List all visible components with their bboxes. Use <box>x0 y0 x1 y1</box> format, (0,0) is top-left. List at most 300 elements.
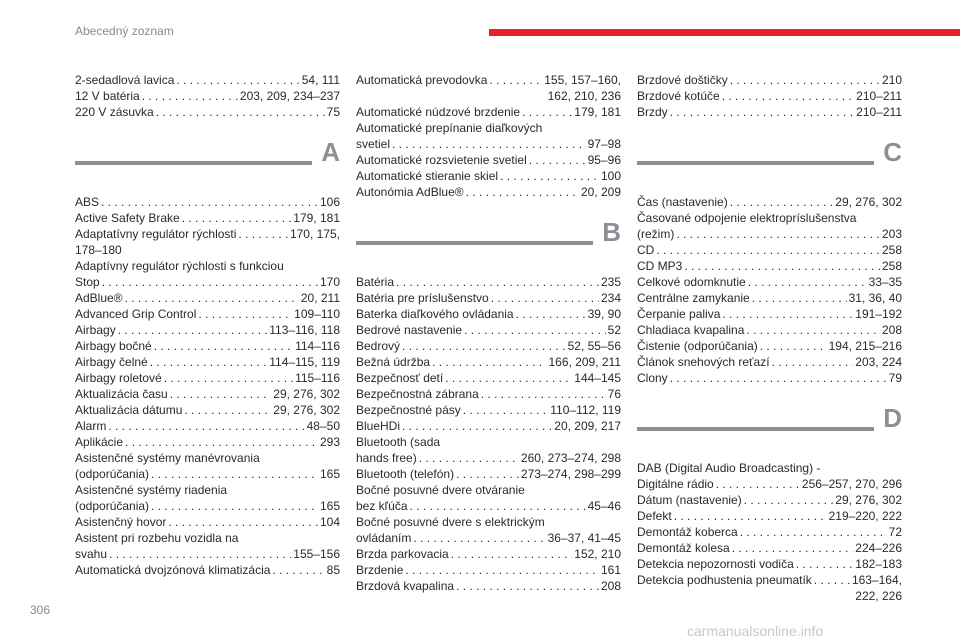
entry-label: Digitálne rádio <box>637 477 714 491</box>
index-entry <box>356 578 621 594</box>
section-divider <box>637 161 874 165</box>
watermark-text: carmanualsonline.info <box>687 623 824 639</box>
entry-label: Aplikácie <box>75 435 124 449</box>
entry-pages: 110–112, 119 <box>550 403 621 417</box>
entry-pages: 256–257, 270, 296 <box>801 477 902 491</box>
dot-leader <box>392 136 586 152</box>
dot-leader <box>402 418 552 434</box>
entry-pages: 224–226 <box>855 541 902 555</box>
dot-leader <box>491 290 599 306</box>
dot-leader <box>516 306 586 322</box>
index-entry <box>356 168 621 184</box>
index-entry <box>637 72 902 88</box>
entry-pages: 260, 273–274, 298 <box>520 451 621 465</box>
entry-label: Demontáž kolesa <box>637 541 730 555</box>
entry-label: Čas (nastavenie) <box>637 195 728 209</box>
entry-label: Centrálne zamykanie <box>637 291 750 305</box>
entry-label: Brzdové kotúče <box>637 89 720 103</box>
entry-label: ovládaním <box>356 531 412 545</box>
entry-pages: 203 <box>881 227 902 241</box>
dot-leader <box>796 556 854 572</box>
entry-pages: 161 <box>600 563 621 577</box>
index-entry <box>356 370 621 386</box>
dot-leader <box>109 546 291 562</box>
entry-label: Čistenie (odporúčania) <box>637 339 758 353</box>
entry-text-line: Bluetooth (sada <box>356 435 441 449</box>
index-entry <box>75 72 340 88</box>
section-letter: D <box>883 403 902 433</box>
entry-pages: 155–156 <box>293 547 340 561</box>
entry-label: Airbagy roletové <box>75 371 162 385</box>
entry-pages: 75 <box>326 105 340 119</box>
entry-label: Airbagy bočné <box>75 339 152 353</box>
dot-leader <box>722 306 853 322</box>
dot-leader <box>730 72 880 88</box>
index-entry <box>356 152 621 168</box>
entry-label: Clony <box>637 371 668 385</box>
entry-label: Aktualizácia času <box>75 387 168 401</box>
entry-label: Asistenčný hovor <box>75 515 167 529</box>
index-entry <box>356 354 621 370</box>
entry-pages: 45–46 <box>587 499 621 513</box>
d-entries <box>637 460 902 604</box>
entry-pages: 29, 276, 302 <box>273 403 340 417</box>
entry-pages: 163–164, <box>851 573 902 587</box>
index-entry <box>637 104 902 120</box>
index-entry <box>356 322 621 338</box>
entry-label: Airbagy <box>75 323 116 337</box>
dot-leader <box>464 322 606 338</box>
intro-entries <box>75 72 340 120</box>
index-entry <box>637 290 902 306</box>
entry-label: Batéria pre príslušenstvo <box>356 291 489 305</box>
index-entry <box>75 466 340 482</box>
entry-text-line: Asistent pri rozbehu vozidla na <box>75 531 239 545</box>
entry-pages: 36–37, 41–45 <box>547 531 621 545</box>
dot-leader <box>670 104 854 120</box>
index-entry <box>356 338 621 354</box>
dot-leader <box>670 370 887 386</box>
index-entry <box>637 572 902 588</box>
dot-leader <box>413 530 545 546</box>
entry-label: hands free) <box>356 451 417 465</box>
index-entry <box>356 274 621 290</box>
entry-pages: 104 <box>319 515 340 529</box>
index-entry <box>75 354 340 370</box>
entry-pages: 166, 209, 211 <box>548 355 621 369</box>
entry-pages: 258 <box>881 259 902 273</box>
index-entry <box>75 194 340 210</box>
index-entry <box>637 88 902 104</box>
dot-leader <box>684 258 880 274</box>
entry-label: Dátum (nastavenie) <box>637 493 742 507</box>
entry-label: Brzdová kvapalina <box>356 579 455 593</box>
index-entry <box>356 184 621 200</box>
index-entry <box>356 450 621 466</box>
dot-leader <box>814 572 850 588</box>
dot-leader <box>466 184 579 200</box>
entry-label: (odporúčania) <box>75 499 150 513</box>
index-entry <box>356 498 621 514</box>
dot-leader <box>151 498 318 514</box>
entry-pages: 29, 276, 302 <box>835 493 902 507</box>
dot-leader <box>101 194 318 210</box>
entry-pages-continuation: 162, 210, 236 <box>547 89 621 103</box>
entry-label: CD <box>637 243 655 257</box>
entry-pages: 165 <box>319 499 340 513</box>
entry-pages: 179, 181 <box>293 211 340 225</box>
entry-pages: 33–35 <box>868 275 902 289</box>
entry-pages: 203, 209, 234–237 <box>239 89 340 103</box>
page-number: 306 <box>30 603 51 617</box>
entry-pages: 208 <box>600 579 621 593</box>
dot-leader <box>456 578 599 594</box>
dot-leader <box>676 226 880 242</box>
entry-pages: 76 <box>607 387 621 401</box>
entry-pages: 20, 209, 217 <box>554 419 621 433</box>
entry-label: Stop <box>75 275 100 289</box>
dot-leader <box>456 466 519 482</box>
entry-label: AdBlue® <box>75 291 123 305</box>
dot-leader <box>154 338 293 354</box>
entry-label: 12 V batéria <box>75 89 140 103</box>
dot-leader <box>716 476 800 492</box>
entry-label: ABS <box>75 195 100 209</box>
entry-text-line: Asistenčné systémy manévrovania <box>75 451 260 465</box>
dot-leader <box>150 354 268 370</box>
entry-label: CD MP3 <box>637 259 683 273</box>
entry-text-line: Bočné posuvné dvere otváranie <box>356 483 525 497</box>
index-entry <box>637 226 902 242</box>
index-entry <box>75 370 340 386</box>
index-entry <box>637 540 902 556</box>
entry-text-line: Automatické prepínanie diaľkových <box>356 121 543 135</box>
section-header-b <box>356 217 621 268</box>
index-entry <box>75 104 340 120</box>
entry-pages: 20, 209 <box>580 185 621 199</box>
index-entry <box>637 338 902 354</box>
entry-label: Bedrový <box>356 339 401 353</box>
a-entries <box>75 194 340 578</box>
entry-text-line: Asistenčné systémy riadenia <box>75 483 228 497</box>
dot-leader <box>740 524 887 540</box>
entry-text-line: Časované odpojenie elektropríslušenstva <box>637 211 857 225</box>
entry-label: Defekt <box>637 509 672 523</box>
entry-text-line: 178–180 <box>75 243 122 257</box>
index-entry <box>75 386 340 402</box>
entry-pages: 48–50 <box>306 419 340 433</box>
dot-leader <box>656 242 880 258</box>
entry-label: Bezpečnostná zábrana <box>356 387 479 401</box>
dot-leader <box>142 88 238 104</box>
entry-pages: 273–274, 298–299 <box>520 467 621 481</box>
entry-label: Bluetooth (telefón) <box>356 467 455 481</box>
dot-leader <box>405 562 599 578</box>
dot-leader <box>238 226 288 242</box>
index-entry <box>356 136 621 152</box>
index-entry <box>75 338 340 354</box>
entry-text-line: Bočné posuvné dvere s elektrickým <box>356 515 545 529</box>
index-entry <box>75 226 340 242</box>
page-header-title: Abecedný zoznam <box>75 24 174 38</box>
dot-leader <box>522 104 572 120</box>
dot-leader <box>184 402 271 418</box>
entry-label: Bezpečnostné pásy <box>356 403 461 417</box>
index-entry <box>356 402 621 418</box>
dot-leader <box>451 546 573 562</box>
dot-leader <box>674 508 827 524</box>
index-entry <box>356 530 621 546</box>
index-entry <box>637 322 902 338</box>
index-entry <box>356 546 621 562</box>
entry-label: Bezpečnosť detí <box>356 371 444 385</box>
index-entry <box>75 514 340 530</box>
index-entry <box>75 546 340 562</box>
index-entry <box>637 306 902 322</box>
entry-label: Bežná údržba <box>356 355 431 369</box>
dot-leader <box>489 72 542 88</box>
entry-pages: 106 <box>319 195 340 209</box>
entry-label: Batéria <box>356 275 395 289</box>
entry-label: Aktualizácia dátumu <box>75 403 183 417</box>
entry-pages: 170 <box>319 275 340 289</box>
entry-pages: 258 <box>881 243 902 257</box>
index-entry <box>637 242 902 258</box>
dot-leader <box>500 168 599 184</box>
dot-leader <box>722 88 854 104</box>
entry-label: (odporúčania) <box>75 467 150 481</box>
entry-pages: 52, 55–56 <box>567 339 621 353</box>
entry-pages: 114–115, 119 <box>269 355 340 369</box>
entry-label: Brzdové doštičky <box>637 73 728 87</box>
dot-leader <box>746 322 880 338</box>
entry-label: Autonómia AdBlue® <box>356 185 464 199</box>
index-entry <box>356 466 621 482</box>
entry-label: svetiel <box>356 137 391 151</box>
index-entry <box>356 290 621 306</box>
index-entry <box>75 322 340 338</box>
index-entry <box>637 354 902 370</box>
dot-leader <box>125 434 318 450</box>
entry-pages: 194, 215–216 <box>828 339 902 353</box>
dot-leader <box>481 386 606 402</box>
entry-pages: 85 <box>326 563 340 577</box>
dot-leader <box>410 498 586 514</box>
entry-label: Chladiaca kvapalina <box>637 323 745 337</box>
dot-leader <box>272 562 324 578</box>
dot-leader <box>108 418 304 434</box>
entry-label: svahu <box>75 547 108 561</box>
entry-label: Brzdy <box>637 105 668 119</box>
dot-leader <box>151 466 318 482</box>
entry-label: bez kľúča <box>356 499 408 513</box>
dot-leader <box>198 306 292 322</box>
dot-leader <box>744 492 834 508</box>
index-entry <box>637 508 902 524</box>
entry-label: Bedrové nastavenie <box>356 323 463 337</box>
dot-leader <box>732 540 854 556</box>
entry-pages: 210–211 <box>856 105 902 119</box>
header-accent-bar <box>489 29 960 36</box>
entry-label: Detekcia podhustenia pneumatík <box>637 573 812 587</box>
section-letter: B <box>602 217 621 247</box>
dot-leader <box>182 210 292 226</box>
index-entry <box>637 476 902 492</box>
entry-pages: 165 <box>319 467 340 481</box>
dot-leader <box>760 338 827 354</box>
dot-leader <box>164 370 293 386</box>
entry-pages: 95–96 <box>587 153 621 167</box>
index-entry <box>75 88 340 104</box>
entry-label: 2-sedadlová lavica <box>75 73 175 87</box>
index-entry <box>75 210 340 226</box>
index-entry <box>75 274 340 290</box>
entry-pages: 191–192 <box>855 307 902 321</box>
dot-leader <box>168 514 318 530</box>
entry-text-line: DAB (Digital Audio Broadcasting) - <box>637 461 821 475</box>
entry-label: Brzdenie <box>356 563 404 577</box>
index-entry <box>637 274 902 290</box>
section-letter: C <box>883 137 902 167</box>
intro-entries <box>356 72 621 200</box>
entry-label: Článok snehových reťazí <box>637 355 770 369</box>
dot-leader <box>156 104 325 120</box>
entry-label: Adaptatívny regulátor rýchlosti <box>75 227 237 241</box>
entry-pages: 114–116 <box>295 339 340 353</box>
dot-leader <box>772 354 854 370</box>
entry-label: Brzda parkovacia <box>356 547 449 561</box>
entry-label: Automatická dvojzónová klimatizácia <box>75 563 271 577</box>
entry-label: Čerpanie paliva <box>637 307 721 321</box>
entry-label: Celkové odomknutie <box>637 275 746 289</box>
dot-leader <box>170 386 272 402</box>
dot-leader <box>748 274 867 290</box>
index-entry <box>75 290 340 306</box>
entry-label: BlueHDi <box>356 419 401 433</box>
index-entry <box>356 306 621 322</box>
index-entry <box>75 498 340 514</box>
entry-pages: 210–211 <box>856 89 902 103</box>
section-letter: A <box>321 137 340 167</box>
dot-leader <box>752 290 847 306</box>
section-divider <box>75 161 312 165</box>
entry-label: Baterka diaľkového ovládania <box>356 307 514 321</box>
dot-leader <box>125 290 299 306</box>
index-entry <box>356 104 621 120</box>
index-entry <box>75 306 340 322</box>
entry-pages: 179, 181 <box>574 105 621 119</box>
entry-pages: 152, 210 <box>574 547 621 561</box>
index-entry <box>75 562 340 578</box>
entry-text-line: Adaptívny regulátor rýchlosti s funkciou <box>75 259 284 273</box>
entry-pages: 155, 157–160, <box>544 73 621 87</box>
entry-pages: 20, 211 <box>300 291 340 305</box>
c-entries <box>637 194 902 386</box>
entry-label: Alarm <box>75 419 107 433</box>
dot-leader <box>730 194 834 210</box>
intro-entries <box>637 72 902 120</box>
section-divider <box>637 427 874 431</box>
index-entry <box>637 258 902 274</box>
index-entry <box>637 524 902 540</box>
entry-pages: 100 <box>600 169 621 183</box>
index-column-3 <box>637 72 902 604</box>
dot-leader <box>118 322 268 338</box>
index-entry <box>637 370 902 386</box>
index-entry <box>637 556 902 572</box>
entry-label: Automatická prevodovka <box>356 73 488 87</box>
index-entry <box>356 562 621 578</box>
entry-label: (režim) <box>637 227 675 241</box>
entry-pages: 235 <box>600 275 621 289</box>
dot-leader <box>419 450 519 466</box>
entry-pages: 113–116, 118 <box>269 323 340 337</box>
dot-leader <box>445 370 572 386</box>
b-entries <box>356 274 621 594</box>
entry-pages: 115–116 <box>295 371 340 385</box>
section-header-c <box>637 137 902 188</box>
dot-leader <box>176 72 299 88</box>
entry-pages: 29, 276, 302 <box>273 387 340 401</box>
entry-pages: 97–98 <box>587 137 621 151</box>
entry-pages: 293 <box>319 435 340 449</box>
entry-pages: 39, 90 <box>587 307 621 321</box>
entry-label: Automatické stieranie skiel <box>356 169 499 183</box>
entry-label: 220 V zásuvka <box>75 105 154 119</box>
entry-label: Detekcia nepozornosti vodiča <box>637 557 794 571</box>
entry-label: Advanced Grip Control <box>75 307 197 321</box>
dot-leader <box>463 402 549 418</box>
entry-pages: 170, 175, <box>289 227 340 241</box>
entry-pages-continuation: 222, 226 <box>855 589 902 603</box>
entry-pages: 144–145 <box>574 371 621 385</box>
entry-pages: 234 <box>600 291 621 305</box>
dot-leader <box>432 354 546 370</box>
entry-pages: 208 <box>881 323 902 337</box>
index-entry <box>75 402 340 418</box>
dot-leader <box>402 338 566 354</box>
entry-pages: 31, 36, 40 <box>848 291 902 305</box>
index-entry <box>356 72 621 88</box>
index-entry <box>75 434 340 450</box>
dot-leader <box>102 274 318 290</box>
index-entry <box>75 418 340 434</box>
entry-label: Demontáž koberca <box>637 525 738 539</box>
entry-pages: 210 <box>881 73 902 87</box>
entry-pages: 182–183 <box>855 557 902 571</box>
index-entry <box>637 194 902 210</box>
section-header-d <box>637 403 902 454</box>
entry-pages: 109–110 <box>294 307 340 321</box>
entry-pages: 203, 224 <box>855 355 902 369</box>
entry-pages: 54, 111 <box>301 73 340 87</box>
entry-pages: 219–220, 222 <box>828 509 902 523</box>
section-header-a <box>75 137 340 188</box>
entry-pages: 29, 276, 302 <box>835 195 902 209</box>
entry-label: Airbagy čelné <box>75 355 148 369</box>
index-column-1 <box>75 72 340 578</box>
index-entry <box>356 386 621 402</box>
entry-pages: 72 <box>888 525 902 539</box>
dot-leader <box>396 274 599 290</box>
entry-label: Active Safety Brake <box>75 211 180 225</box>
dot-leader <box>529 152 586 168</box>
entry-label: Automatické núdzové brzdenie <box>356 105 521 119</box>
index-column-2 <box>356 72 621 594</box>
index-entry <box>356 418 621 434</box>
entry-pages: 52 <box>607 323 621 337</box>
section-divider <box>356 241 593 245</box>
